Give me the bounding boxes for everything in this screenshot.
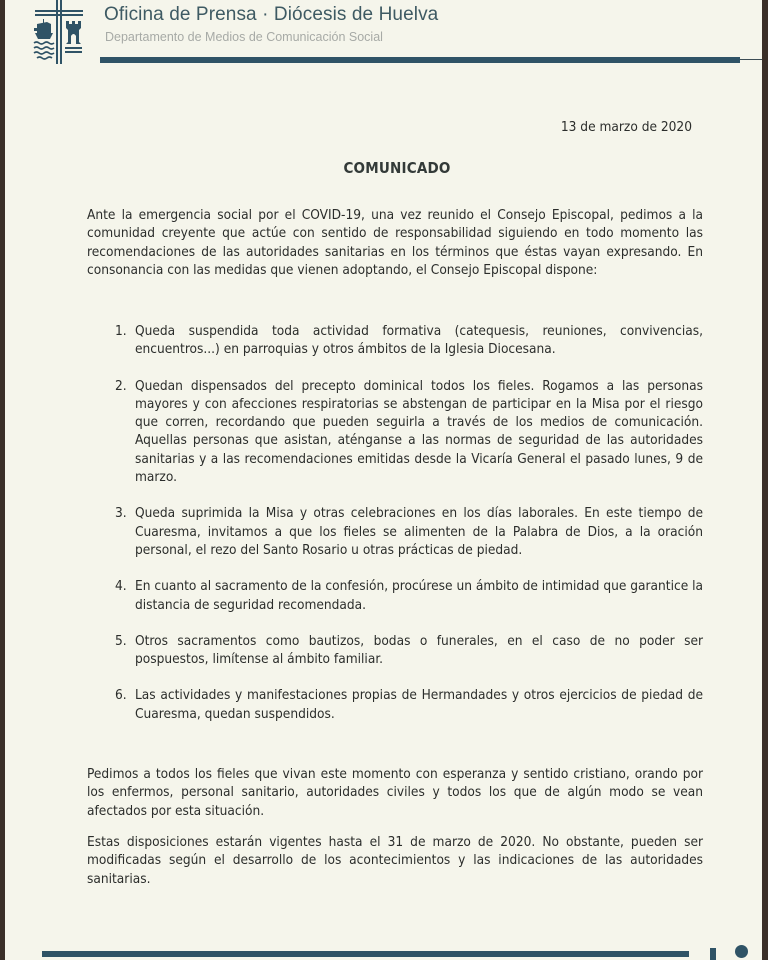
measure-number: 4. [115,578,127,595]
measure-number: 6. [115,687,127,704]
measure-item [109,577,703,614]
closing-paragraph: Pedimos a todos los fieles que vivan este momento con esperanza y sentido cristiano, orando por los enfermos, personal sanitario, autoridades civiles y todos los que de algún modo se vean afectados por esta situación. [87,766,703,819]
measure-number: 1. [115,323,127,339]
footer-mark-icon [710,948,716,960]
measure-item [109,686,703,723]
measure-text: En cuanto al sacramento de la confesión, procúrese un ámbito de intimidad que garantice la distancia de seguridad recomendada. [135,578,703,613]
measure-item [109,377,703,487]
intro-paragraph: Ante la emergencia social por el COVID-19, una vez reunido el Consejo Episcopal, pedimos a la comunidad creyente que actúe con sentido de responsabilidad siguiendo en todo momento las recomendaciones de las autoridades sanitarias en los términos que éstas vayan expresando. En consonancia con las medidas que vienen adoptando, el Consejo Episcopal dispone: [87,207,703,278]
header-divider [100,57,740,63]
measure-text: Queda suspendida toda actividad formativa (catequesis, reuniones, convivencias, encuentros...) en parroquias y otros ámbitos de la Iglesia Diocesana. [135,323,703,358]
document-date: 13 de marzo de 2020 [560,119,692,135]
measure-item [109,322,703,359]
footer-divider [42,951,689,957]
measure-number: 3. [115,505,127,522]
document-title: COMUNICADO [343,159,451,177]
organization-name: Oficina de Prensa · Diócesis de Huelva [104,4,439,25]
diocese-crest-icon [29,0,91,66]
measure-text: Otros sacramentos como bautizos, bodas o funerales, en el caso de no poder ser pospuestos, limítense al ámbito familiar. [135,632,703,668]
letter-page [5,0,762,960]
measure-item [109,632,703,669]
department-name: Departamento de Medios de Comunicación Social [105,30,383,44]
measure-text: Queda suprimida la Misa y otras celebraciones en los días laborales. En este tiempo de Cuaresma, invitamos a que los fieles se alimenten de la Palabra de Dios, a la oración personal, el rezo del Santo Rosario u otras prácticas de piedad. [135,505,703,558]
measure-number: 2. [115,377,127,394]
measures-list [109,322,703,741]
measure-item [109,504,703,559]
measure-text: Quedan dispensados del precepto dominical todos los fieles. Rogamos a las personas mayores y con afecciones respiratorias se abstengan de participar en la Misa por el riesgo que corren, recordando que pueden seguirla a través de los medios de comunicación. Aquellas personas que asistan, aténganse a las normas de seguridad de las autoridades sanitarias y a las recomendaciones emitidas desde la Vicaría General el pasado lunes, 9 de marzo. [135,377,703,486]
validity-paragraph: Estas disposiciones estarán vigentes hasta el 31 de marzo de 2020. No obstante, pueden ser modificadas según el desarrollo de los acontecimientos y las indicaciones de las autoridades sanitarias. [87,834,703,887]
footer-dot-icon [735,945,748,958]
header-divider-thin [740,59,762,60]
measure-number: 5. [115,632,127,649]
measure-text: Las actividades y manifestaciones propias de Hermandades y otros ejercicios de piedad de Cuaresma, quedan suspendidos. [135,687,703,722]
